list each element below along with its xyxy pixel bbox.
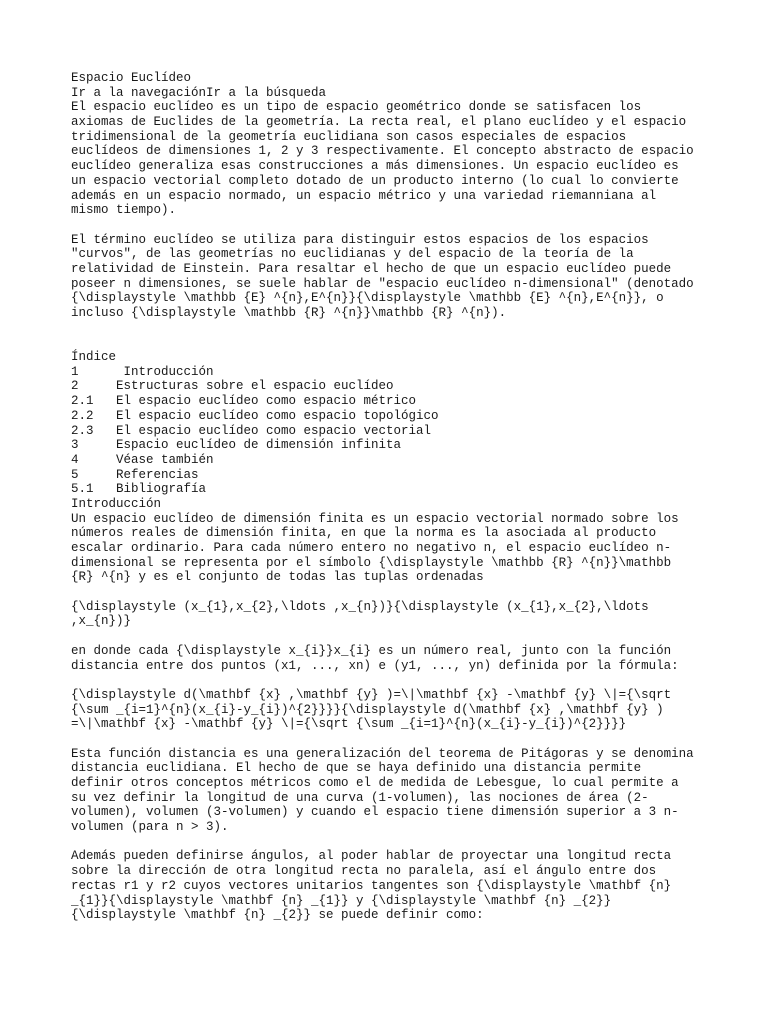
toc-item-label: Espacio euclídeo de dimensión infinita <box>116 438 402 453</box>
text-line: axiomas de Euclides de la geometría. La recta real, el plano euclídeo y el espacio <box>71 115 687 130</box>
formula-line: {\displaystyle d(\mathbf {x} ,\mathbf {y} )=\|\mathbf {x} -\mathbf {y} \|={\sqrt <box>71 687 672 702</box>
text-line: Un espacio euclídeo de dimensión finita es un espacio vectorial normado sobre los <box>71 511 679 526</box>
formula-line: =\|\mathbf {x} -\mathbf {y} \|={\sqrt {\sum _{i=1}^{n}(x_{i}-y_{i})^{2}}}} <box>71 717 627 732</box>
text-line: euclídeo generaliza esas construcciones a más dimensiones. Un espacio euclídeo es <box>71 159 679 174</box>
toc-item-number: 3 <box>71 438 79 453</box>
toc-item-label: Véase también <box>116 452 214 467</box>
toc-item-number: 2.3 <box>71 423 94 438</box>
text-line: mismo tiempo). <box>71 203 177 218</box>
toc-item-number: 5.1 <box>71 482 94 497</box>
toc-item-number: 2.1 <box>71 394 94 409</box>
skip-to-search-link[interactable]: Ir a la búsqueda <box>206 85 327 100</box>
toc-item-label: Referencias <box>116 467 199 482</box>
text-line: "curvos", de las geometrías no euclidianas y del espacio de la teoría de la <box>71 247 634 262</box>
toc-item-bibliografia[interactable] <box>71 482 711 497</box>
text-line: distancia entre dos puntos (x1, ..., xn) e (y1, ..., yn) definida por la fórmula: <box>71 658 679 673</box>
toc-item-espacio-vectorial[interactable] <box>71 424 711 439</box>
spacer <box>71 629 711 644</box>
text-line: además en un espacio normado, un espacio métrico y una variedad riemanniana al <box>71 188 657 203</box>
text-line: euclídeos de dimensiones 1, 2 y 3 respectivamente. El concepto abstracto de espacio <box>71 144 694 159</box>
text-line: volumen (para n > 3). <box>71 820 229 835</box>
section-heading: Introducción <box>71 496 162 511</box>
text-line: números reales de dimensión finita, en que la norma es la asociada al producto <box>71 526 657 541</box>
toc-item-number: 4 <box>71 452 79 467</box>
toc-item-estructuras[interactable] <box>71 379 711 394</box>
toc-item-label: El espacio euclídeo como espacio métrico <box>116 394 417 409</box>
toc-item-label: El espacio euclídeo como espacio vectorial <box>116 423 432 438</box>
text-line: relatividad de Einstein. Para resaltar el hecho de que un espacio euclídeo puede <box>71 261 672 276</box>
text-line: {\displaystyle \mathbb {E} ^{n},E^{n}}{\displaystyle \mathbb {E} ^{n},E^{n}}, o <box>71 291 664 306</box>
skip-to-navigation-link[interactable]: Ir a la navegación <box>71 85 207 100</box>
text-line: _{1}}{\displaystyle \mathbf {n} _{1}} y {\displaystyle \mathbf {n} _{2}} <box>71 893 612 908</box>
text-line: en donde cada {\displaystyle x_{i}}x_{i} es un número real, junto con la función <box>71 643 672 658</box>
toc-item-number: 2 <box>71 379 79 394</box>
toc-item-label: Bibliografía <box>116 482 207 497</box>
spacer <box>71 218 711 233</box>
text-line: dimensional se representa por el símbolo {\displaystyle \mathbb {R} ^{n}}\mathbb <box>71 555 672 570</box>
term-paragraph <box>71 233 711 321</box>
intro-paragraph <box>71 100 711 218</box>
text-line: distancia euclidiana. El hecho de que se haya definido una distancia permite <box>71 761 642 776</box>
formula-line: ,x_{n})} <box>71 614 132 629</box>
toc-item-label: Estructuras sobre el espacio euclídeo <box>116 379 394 394</box>
text-line: El término euclídeo se utiliza para distinguir estos espacios de los espacios <box>71 232 649 247</box>
text-line: {R} ^{n} y es el conjunto de todas las tuplas ordenadas <box>71 570 484 585</box>
text-line: sobre la dirección de otra longitud recta no paralela, así el ángulo entre dos <box>71 864 657 879</box>
text-line: poseer n dimensiones, se suele hablar de "espacio euclídeo n-dimensional" (denotado <box>71 276 694 291</box>
toc-item-referencias[interactable] <box>71 468 711 483</box>
toc-item-number: 2.2 <box>71 408 94 423</box>
spacer <box>71 835 711 850</box>
spacer <box>71 732 711 747</box>
toc-item-espacio-metrico[interactable] <box>71 394 711 409</box>
toc-item-number: 5 <box>71 467 79 482</box>
spacer <box>71 321 711 350</box>
toc-item-vease-tambien[interactable] <box>71 453 711 468</box>
page-title: Espacio Euclídeo <box>71 71 192 85</box>
text-line: su vez definir la longitud de una curva (1-volumen), las nociones de área (2- <box>71 790 649 805</box>
text-line: {\displaystyle \mathbf {n} _{2}} se puede definir como: <box>71 908 484 923</box>
toc-item-number: 1 <box>71 364 79 379</box>
text-line: incluso {\displaystyle \mathbb {R} ^{n}}\mathbb {R} ^{n}). <box>71 306 507 320</box>
toc-item-dimension-infinita[interactable] <box>71 438 711 453</box>
text-line: Esta función distancia es una generalización del teorema de Pitágoras y se denomina <box>71 746 694 761</box>
section-introduccion <box>71 497 711 923</box>
table-of-contents <box>71 350 711 497</box>
document-page <box>71 71 711 923</box>
text-line: El espacio euclídeo es un tipo de espacio geométrico donde se satisfacen los <box>71 100 642 115</box>
text-line: un espacio vectorial completo dotado de un producto interno (lo cual lo convierte <box>71 173 679 188</box>
toc-item-introduccion[interactable] <box>71 365 711 380</box>
text-line: escalar ordinario. Para cada número entero no negativo n, el espacio euclídeo n- <box>71 541 672 556</box>
toc-item-espacio-topologico[interactable] <box>71 409 711 424</box>
skip-links <box>71 86 711 101</box>
toc-item-label: El espacio euclídeo como espacio topológico <box>116 408 439 423</box>
text-line: volumen), volumen (3-volumen) y cuando el espacio tiene dimensión superior a 3 n- <box>71 805 679 820</box>
formula-line: {\sum _{i=1}^{n}(x_{i}-y_{i})^{2}}}}{\displaystyle d(\mathbf {x} ,\mathbf {y} ) <box>71 702 664 717</box>
toc-item-label: Introducción <box>116 364 214 379</box>
text-line: tridimensional de la geometría euclidiana son casos especiales de espacios <box>71 129 627 144</box>
spacer <box>71 585 711 600</box>
text-line: rectas r1 y r2 cuyos vectores unitarios tangentes son {\displaystyle \mathbf {n} <box>71 878 672 893</box>
text-line: definir otros conceptos métricos como el de medida de Lebesgue, lo cual permite a <box>71 776 679 791</box>
spacer <box>71 673 711 688</box>
text-line: Además pueden definirse ángulos, al poder hablar de proyectar una longitud recta <box>71 849 672 864</box>
formula-line: {\displaystyle (x_{1},x_{2},\ldots ,x_{n})}{\displaystyle (x_{1},x_{2},\ldots <box>71 599 649 614</box>
toc-heading: Índice <box>71 350 117 365</box>
